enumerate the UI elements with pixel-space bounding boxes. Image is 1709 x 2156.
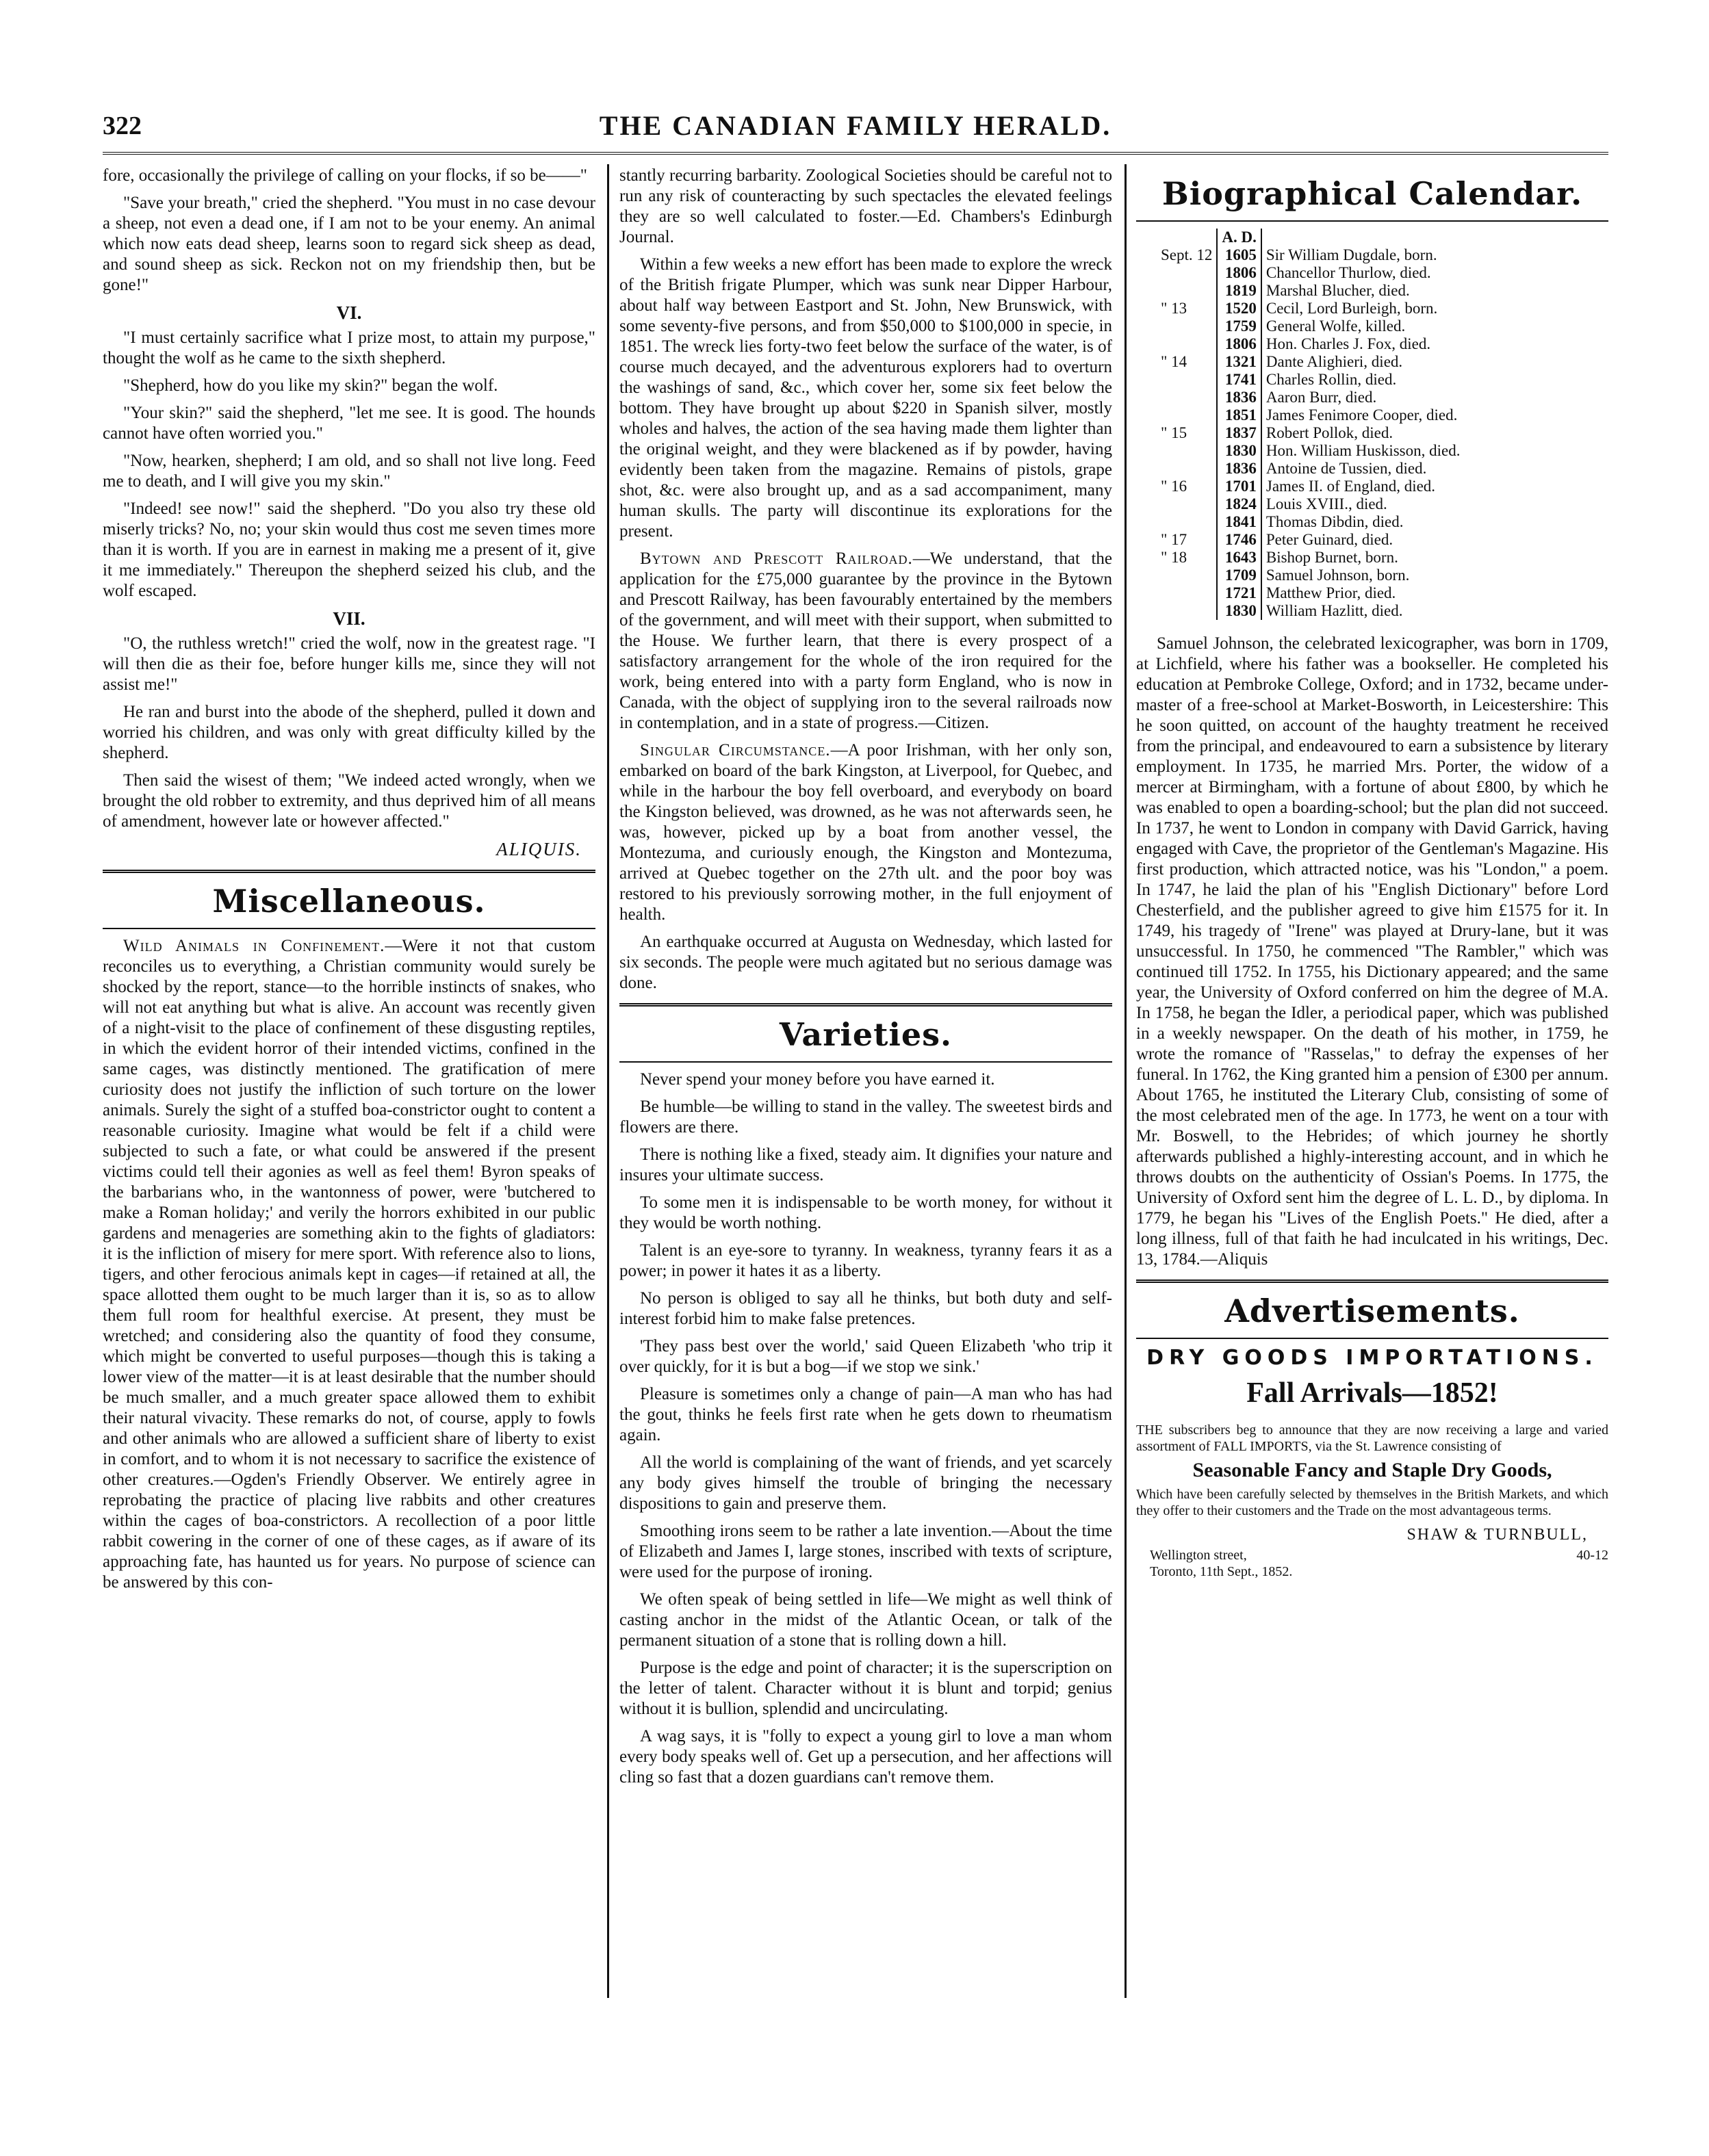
- calendar-date: [1157, 335, 1217, 353]
- calendar-year: 1851: [1217, 406, 1261, 424]
- calendar-year: 1643: [1217, 549, 1261, 567]
- section-rule: [1136, 1338, 1608, 1339]
- calendar-event: Hon. Charles J. Fox, died.: [1265, 335, 1431, 352]
- calendar-event: Charles Rollin, died.: [1265, 371, 1397, 388]
- calendar-date: [1157, 264, 1217, 282]
- variety-item: A wag says, it is "folly to expect a young girl to love a man whom every body speaks well of. Get up a persecution, and her affections will cling so fast that a dozen guardians can't remove them.: [619, 1727, 1112, 1787]
- article-lead: Bytown and Prescott Railroad.: [640, 549, 913, 568]
- column-divider: [607, 164, 609, 1998]
- page-number: 322: [103, 112, 142, 140]
- ad-title: DRY GOODS IMPORTATIONS.: [1146, 1346, 1598, 1370]
- calendar-year: 1759: [1217, 317, 1261, 335]
- calendar-year: 1837: [1217, 424, 1261, 442]
- section-rule: [1136, 1280, 1608, 1283]
- calendar-date: " 17: [1161, 531, 1187, 548]
- calendar-row: [1157, 353, 1464, 371]
- calendar-year: 1741: [1217, 371, 1261, 389]
- calendar-date: [1157, 442, 1217, 460]
- variety-item: Smoothing irons seem to be rather a late invention.—About the time of Elizabeth and James I, large stones, inscribed with texts of scripture, were used for the purpose of ironing.: [619, 1522, 1112, 1581]
- column-1: [103, 166, 595, 2019]
- calendar-date: [1157, 317, 1217, 335]
- variety-item: Never spend your money before you have earned it.: [640, 1070, 995, 1089]
- calendar-row: [1157, 549, 1464, 567]
- article-paragraph: Samuel Johnson, the celebrated lexicographer, was born in 1709, at Lichfield, where his father was a bookseller. He completed his education at Pembroke College, Oxford; and in 1732, became under-master of a free-school at Market-Bosworth, in Leicestershire: This he soon quitted, on account of the haughty treatment he received from the principal, and endeavoured to earn a subsistence by literary employment. In 1735, he married Mrs. Porter, the widow of a mercer at Birmingham, with a fortune of about £800, by which he was enabled to open a boarding-school; but the plan did not succeed. In 1737, he went to London in company with David Garrick, having engaged with Cave, the proprietor of the Gentleman's Magazine. His first production, which attracted notice, was his "London," a poem. In 1747, he laid the plan of his "English Dictionary" before Lord Chesterfield, and the publisher agreed to give him £1575 for it. In 1749, his tragedy of "Irene" was played at Drury-lane, but it was unsuccessful. In 1750, he commenced "The Rambler," which was continued till 1752. In 1755, his Dictionary appeared; and the same year, the University of Oxford conferred on him the degree of M.A. In 1758, he began the Idler, a periodical paper, which was published in a weekly newspaper. On the death of his mother, in 1759, he wrote the romance of "Rasselas," to defray the expenses of her funeral. In 1762, the King granted him a pension of £300 per annum. About 1765, he instituted the Literary Club, consisting of some of the most celebrated men of the age. In 1773, he went on a tour with Mr. Boswell, to the Hebrides; of which journey he shortly afterwards published a highly-interesting account, and in which he throws doubts on the authenticity of Ossian's Poems. In 1775, the University of Oxford sent him the degree of L. L. D., by diploma. In 1779, he began his "Lives of the English Poets." He died, after a long illness, full of that faith he had inculcated in his writings, Dec. 13, 1784.—Aliquis: [1136, 634, 1608, 1269]
- variety-item: 'They pass best over the world,' said Queen Elizabeth 'who trip it over quickly, for it is but a bog—if we stop we sink.': [619, 1337, 1112, 1376]
- variety-item: Pleasure is sometimes only a change of pain—A man who has had the gout, thinks he feels first rate when he gets down to rheumatism again.: [619, 1385, 1112, 1444]
- calendar-year: 1520: [1217, 300, 1261, 317]
- calendar-date: [1157, 602, 1217, 620]
- calendar-row: [1157, 406, 1464, 424]
- calendar-year: 1836: [1217, 460, 1261, 478]
- calendar-event: Samuel Johnson, born.: [1265, 567, 1410, 584]
- calendar-event: Marshal Blucher, died.: [1265, 282, 1410, 299]
- story-paragraph: He ran and burst into the abode of the shepherd, pulled it down and worried his children, and was only with great difficulty killed by the shepherd.: [103, 703, 595, 762]
- section-heading: Advertisements.: [1224, 1293, 1520, 1329]
- ad-subtitle: Fall Arrivals—1852!: [1246, 1377, 1498, 1409]
- calendar-year: 1709: [1217, 567, 1261, 584]
- calendar-event: Bishop Burnet, born.: [1265, 549, 1398, 566]
- calendar-event: Peter Guinard, died.: [1265, 531, 1393, 548]
- article-body: —We understand, that the application for the £75,000 guarantee by the province in the Bytown and Prescott Railway, has been favourably entertained by the members of the government, and will meet with their support, when submitted to the House. We further learn, that there is every prospect of a satisfactory arrangement for the whole of the iron required for the work, being entered into with a party form England, who is now in Canada, with the object of supplying iron to the several railroads now in contemplation, and in a state of progress.—Citizen.: [619, 549, 1112, 732]
- part-label: VI.: [336, 302, 362, 323]
- section-rule: [619, 1061, 1112, 1063]
- calendar-year: 1806: [1217, 335, 1261, 353]
- calendar-event: Antoine de Tussien, died.: [1265, 460, 1427, 477]
- article-lead: Singular Circumstance.: [640, 741, 831, 759]
- story-paragraph: "Indeed! see now!" said the shepherd. "Do you also try these old miserly tricks? No, no; your skin would thus cost me seven times more than it is worth. If you are in earnest in making me a present of it, give it me immediately." Thereupon the shepherd seized his club, and the wolf escaped.: [103, 499, 595, 600]
- calendar-row: [1157, 264, 1464, 282]
- ad-body: THE subscribers beg to announce that they are now receiving a large and varied assortment of FALL IMPORTS, via the St. Lawrence consisting of: [1136, 1423, 1608, 1454]
- calendar-row: [1157, 478, 1464, 495]
- calendar-event: William Hazlitt, died.: [1265, 602, 1403, 619]
- section-rule: [619, 1003, 1112, 1006]
- calendar-event: Sir William Dugdale, born.: [1265, 246, 1437, 263]
- calendar-event: Thomas Dibdin, died.: [1265, 513, 1404, 530]
- signature: ALIQUIS.: [496, 839, 582, 859]
- header-rule: [103, 152, 1608, 155]
- calendar-year: 1836: [1217, 389, 1261, 406]
- calendar-date: [1157, 406, 1217, 424]
- story-paragraph: fore, occasionally the privilege of calling on your flocks, if so be——": [103, 166, 587, 185]
- calendar-row: [1157, 371, 1464, 389]
- story-paragraph: "Your skin?" said the shepherd, "let me see. It is good. The hounds cannot have often worried you.": [103, 404, 595, 443]
- variety-item: Be humble—be willing to stand in the valley. The sweetest birds and flowers are there.: [619, 1098, 1112, 1137]
- calendar-date: [1157, 567, 1217, 584]
- article-paragraph: stantly recurring barbarity. Zoological Societies should be careful not to run any risk of counteracting by such spectacles the elevated feelings they are so well calculated to foster.—Ed. Chambers's Edinburgh Journal.: [619, 166, 1112, 246]
- story-paragraph: "O, the ruthless wretch!" cried the wolf, now in the greatest rage. "I will then die as their foe, before hunger kills me, since they will not assist me!": [103, 634, 595, 694]
- calendar-year: 1841: [1217, 513, 1261, 531]
- ad-address-block: [1150, 1547, 1292, 1580]
- article-paragraph: [619, 549, 1112, 733]
- story-paragraph: Then said the wisest of them; "We indeed acted wrongly, when we brought the old robber to extremity, and thus deprived him of all means of amendment, however late or however affected.": [103, 771, 595, 831]
- calendar-year: 1830: [1217, 602, 1261, 620]
- calendar-date: [1157, 584, 1217, 602]
- calendar-event: Dante Alighieri, died.: [1265, 353, 1403, 370]
- calendar-date: [1157, 389, 1217, 406]
- calendar-year: 1746: [1217, 531, 1261, 549]
- column-divider: [1125, 164, 1127, 1998]
- calendar-row: [1157, 282, 1464, 300]
- story-paragraph: "I must certainly sacrifice what I prize most, to attain my purpose," thought the wolf as he came to the sixth shepherd.: [103, 328, 595, 367]
- ad-body: Which have been carefully selected by themselves in the British Markets, and which they offer to their customers and the Trade on the most advantageous terms.: [1136, 1487, 1608, 1518]
- variety-item: Talent is an eye-sore to tyranny. In weakness, tyranny fears it as a power; in power it hates it as a liberty.: [619, 1241, 1112, 1280]
- calendar-year: 1819: [1217, 282, 1261, 300]
- calendar-event: Chancellor Thurlow, died.: [1265, 264, 1431, 281]
- calendar-date: " 15: [1161, 424, 1187, 441]
- calendar-ad-label: A. D.: [1217, 229, 1261, 246]
- calendar-year: 1824: [1217, 495, 1261, 513]
- calendar-date: " 18: [1161, 549, 1187, 566]
- calendar-event: Robert Pollok, died.: [1265, 424, 1393, 441]
- column-2: [619, 166, 1112, 2019]
- section-rule: [103, 928, 595, 929]
- section-heading: Biographical Calendar.: [1161, 175, 1583, 212]
- calendar-header-row: [1157, 229, 1464, 246]
- article-paragraph: [619, 740, 1112, 925]
- calendar-year: 1721: [1217, 584, 1261, 602]
- variety-item: We often speak of being settled in life—We might as well think of casting anchor in the midst of the Atlantic Ocean, or talk of the permanent situation of a stone that is rolling down a hill.: [619, 1590, 1112, 1650]
- calendar-year: 1806: [1217, 264, 1261, 282]
- calendar-year: 1830: [1217, 442, 1261, 460]
- calendar-event: James Fenimore Cooper, died.: [1265, 406, 1458, 424]
- ad-reference: 40-12: [1576, 1548, 1608, 1563]
- calendar-event: Hon. William Huskisson, died.: [1265, 442, 1461, 459]
- article-body: —A poor Irishman, with her only son, embarked on board of the bark Kingston, at Liverpool, for Quebec, and while in the harbour the boy fell overboard, and everybody on board the Kingston believed, was drowned, as he was not afterwards seen, he was, however, picked up by a boat from another vessel, the Montezuma, and curiously enough, the Kingston and Montezuma, arrived at Quebec together on the 27th ult. and the poor boy was restored to his previously sorrowing mother, in the full enjoyment of health.: [619, 741, 1112, 924]
- article-paragraph: An earthquake occurred at Augusta on Wednesday, which lasted for six seconds. The people were much agitated but no serious damage was done.: [619, 933, 1112, 992]
- story-paragraph: "Now, hearken, shepherd; I am old, and so shall not live long. Feed me to death, and I will give you my skin.": [103, 452, 595, 491]
- ad-firm-name: SHAW & TURNBULL,: [1406, 1526, 1588, 1544]
- story-paragraph: "Shepherd, how do you like my skin?" began the wolf.: [123, 376, 498, 395]
- article-body: —Were it not that custom reconciles us to everything, a Christian community would surely be shocked by the report, stance—to the horrible instincts of snakes, who will not eat anything but what is alive. An account was recently given of a night-visit to the place of confinement of these disgusting reptiles, in which the evident horror of their intended victims, confined in the same cages, was distinctly mentioned. The gratification of mere curiosity does not justify the infliction of such torture on the lower animals. Surely the sight of a stuffed boa-constrictor ought to content a reasonable curiosity. Imagine what would be felt if a child were subjected to such a fate, or what could be answered if the present victims could tell their agonies as well as feel them! Byron speaks of the barbarians who, in the wantonness of power, were 'butchered to make a Roman holiday;' and verily the horrors exhibited in our public gardens and menageries are something akin to the fights of gladiators: it is the infliction of misery for mere sport. With reference also to lions, tigers, and other ferocious animals kept in cages—if retained at all, the space allotted them ought to be much larger than it is, so as to allow them full room for healthful exercise. At present, they must be wretched; and considering also the quantity of food they consume, which might be converted to useful purposes—though this is taking a lower view of the matter—it is at least desirable that the number should be much smaller, and a much greater space allowed them to exhibit their natural vivacity. These remarks do not, of course, apply to fowls and other animals who are allowed a sufficient share of liberty to exist in comfort, and to whom it is not necessary to sacrifice the existence of other creatures.—Ogden's Friendly Observer. We entirely agree in reprobating the practice of placing live rabbits and other creatures within the cages of boa-constrictors. A recollection of a poor little rabbit cowering in the corner of one of these cages, as if aware of its approaching fate, has haunted us for years. No purpose of science can be answered by this con-: [103, 937, 595, 1592]
- calendar-row: [1157, 389, 1464, 406]
- ad-address: Wellington street,: [1150, 1548, 1247, 1563]
- calendar-date: [1157, 371, 1217, 389]
- calendar-event: James II. of England, died.: [1265, 478, 1436, 495]
- calendar-date: " 13: [1161, 300, 1187, 317]
- calendar-row: [1157, 424, 1464, 442]
- calendar-row: [1157, 460, 1464, 478]
- page-header: [103, 109, 1608, 151]
- calendar-event: General Wolfe, killed.: [1265, 317, 1406, 335]
- calendar-row: [1157, 567, 1464, 584]
- article-paragraph: [103, 936, 595, 1593]
- calendar-date: [1157, 460, 1217, 478]
- calendar-row: [1157, 335, 1464, 353]
- calendar-date: Sept. 12: [1161, 246, 1213, 263]
- ad-footer: [1150, 1547, 1608, 1580]
- article-lead: Wild Animals in Confinement.: [123, 937, 385, 955]
- calendar-event: Cecil, Lord Burleigh, born.: [1265, 300, 1438, 317]
- article-paragraph: Within a few weeks a new effort has been made to explore the wreck of the British frigate Plumper, which was sunk near Dipper Harbour, about half way between Eastport and St. John, New Brunswick, with some seventy-five persons, and from $50,000 to $100,000 in specie, in 1851. The wreck lies forty-two feet below the surface of the water, is of course much decayed, and the adventurous explorers had to overturn the washings of sand, &c., which cover her, some six feet below the bottom. They have brought up about $220 in Spanish silver, mostly wholes and halves, the action of the sea having made them lighter than the original weight, and they were blackened as if by powder, having evidently been taken from the magazine. Remains of pistols, grape shot, &c. were also brought up, and as a sad accompaniment, many human skulls. The party will discontinue its explorations for the present.: [619, 255, 1112, 541]
- part-label: VII.: [333, 608, 365, 629]
- calendar-row: [1157, 602, 1464, 620]
- section-rule: [1136, 220, 1608, 222]
- column-3: [1136, 166, 1608, 2019]
- variety-item: All the world is complaining of the want of friends, and yet scarcely any body gives himself the trouble of bringing the necessary dispositions to gain and preserve them.: [619, 1453, 1112, 1513]
- ad-goods: Seasonable Fancy and Staple Dry Goods,: [1192, 1459, 1552, 1481]
- variety-item: To some men it is indispensable to be worth money, for without it they would be worth nothing.: [619, 1193, 1112, 1232]
- calendar-row: [1157, 513, 1464, 531]
- calendar-row: [1157, 317, 1464, 335]
- calendar-date: " 16: [1161, 478, 1187, 495]
- section-rule: [103, 870, 595, 873]
- ad-date: Toronto, 11th Sept., 1852.: [1150, 1564, 1293, 1579]
- running-title: THE CANADIAN FAMILY HERALD.: [599, 110, 1112, 141]
- variety-item: There is nothing like a fixed, steady aim. It dignifies your nature and insures your ultimate success.: [619, 1145, 1112, 1184]
- calendar-year: 1321: [1217, 353, 1261, 371]
- calendar-row: [1157, 584, 1464, 602]
- calendar-date: [1157, 513, 1217, 531]
- story-paragraph: "Save your breath," cried the shepherd. "You must in no case devour a sheep, not even a dead one, if I am not to be your enemy. An animal which now eats dead sheep, learns soon to regard sick sheep as dead, and sound sheep as sick. Reckon not on my friendship then, but be gone!": [103, 194, 595, 294]
- variety-item: Purpose is the edge and point of character; it is the superscription on the letter of talent. Character without it is blunt and torpid; genius without it is bullion, splendid and uncirculating.: [619, 1659, 1112, 1718]
- variety-item: No person is obliged to say all he thinks, but both duty and self-interest forbid him to make false pretences.: [619, 1289, 1112, 1328]
- calendar-date: [1157, 282, 1217, 300]
- section-heading: Varieties.: [779, 1016, 953, 1053]
- calendar-date: [1157, 495, 1217, 513]
- calendar-year: 1701: [1217, 478, 1261, 495]
- calendar-year: 1605: [1217, 246, 1261, 264]
- biographical-calendar-table: [1157, 229, 1464, 620]
- calendar-event: Aaron Burr, died.: [1265, 389, 1377, 406]
- calendar-row: [1157, 442, 1464, 460]
- calendar-row: [1157, 531, 1464, 549]
- section-heading: Miscellaneous.: [212, 883, 486, 920]
- calendar-event: Louis XVIII., died.: [1265, 495, 1387, 512]
- calendar-row: [1157, 495, 1464, 513]
- calendar-event: Matthew Prior, died.: [1265, 584, 1396, 601]
- calendar-row: [1157, 300, 1464, 317]
- calendar-row: [1157, 246, 1464, 264]
- calendar-date: " 14: [1161, 353, 1187, 370]
